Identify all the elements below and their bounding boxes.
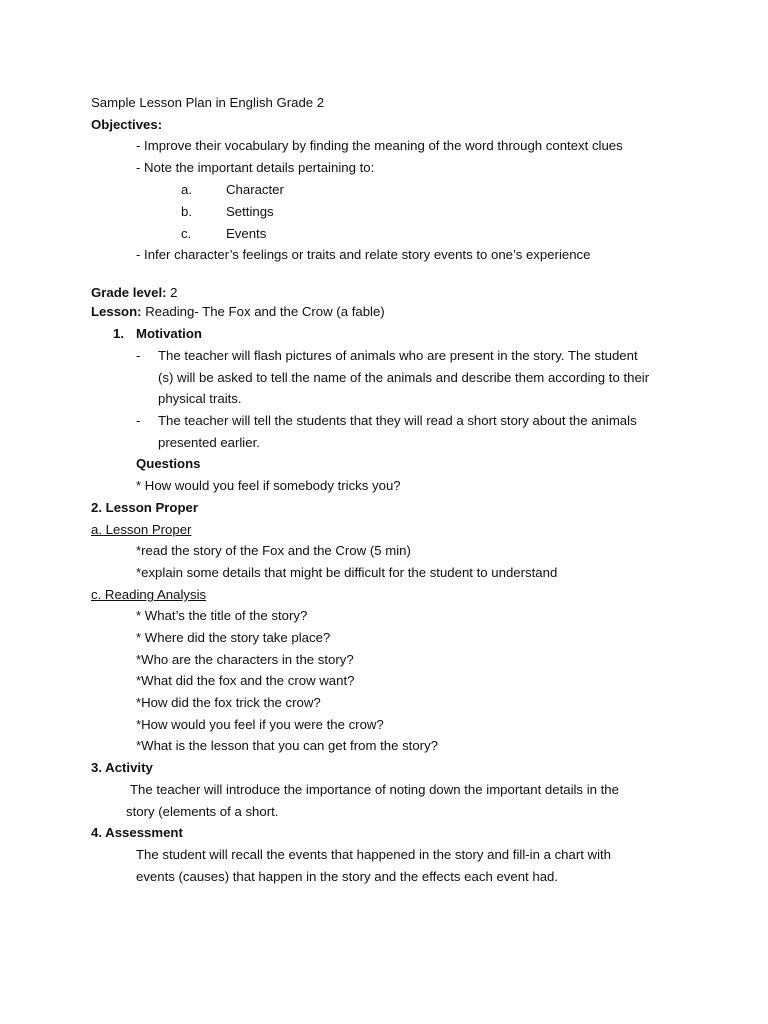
lesson-line bbox=[91, 304, 385, 320]
grade-level bbox=[91, 285, 178, 301]
objective-sub-settings: Settings bbox=[226, 204, 274, 219]
lesson-proper-item-2: *explain some details that might be difficult for the student to understand bbox=[136, 565, 558, 580]
objective-item-1: - Improve their vocabulary by finding the meaning of the word through context clues bbox=[136, 138, 623, 153]
activity-line-2: story (elements of a short. bbox=[126, 804, 279, 819]
motivation-bullet-2-dash: - bbox=[136, 413, 141, 428]
lesson-proper-heading: 2. Lesson Proper bbox=[91, 500, 199, 515]
motivation-bullet-2-line-2: presented earlier. bbox=[158, 435, 260, 450]
motivation-question: * How would you feel if somebody tricks you? bbox=[136, 478, 401, 493]
reading-analysis-heading: c. Reading Analysis bbox=[91, 587, 207, 602]
motivation-heading: Motivation bbox=[136, 326, 202, 341]
assessment-line-1: The student will recall the events that happened in the story and fill-in a chart with bbox=[136, 847, 612, 862]
motivation-bullet-1-line-3: physical traits. bbox=[158, 391, 242, 406]
reading-analysis-question-4: *What did the fox and the crow want? bbox=[136, 673, 355, 688]
objective-sub-marker-b: b. bbox=[181, 204, 192, 219]
motivation-bullet-1-dash: - bbox=[136, 348, 141, 363]
motivation-bullet-1-line-1: The teacher will flash pictures of animals who are present in the story. The student bbox=[158, 348, 638, 363]
grade-level-value: 2 bbox=[166, 285, 178, 300]
objective-sub-events: Events bbox=[226, 226, 267, 241]
questions-heading: Questions bbox=[136, 456, 201, 471]
objective-sub-character: Character bbox=[226, 182, 284, 197]
motivation-bullet-1-line-2: (s) will be asked to tell the name of the animals and describe them according to their bbox=[158, 370, 650, 385]
motivation-number: 1. bbox=[113, 326, 124, 341]
lesson-label: Lesson: bbox=[91, 304, 142, 319]
lesson-proper-subheading: a. Lesson Proper bbox=[91, 522, 192, 537]
assessment-line-2: events (causes) that happen in the story and the effects each event had. bbox=[136, 869, 559, 884]
objectives-heading: Objectives: bbox=[91, 117, 163, 132]
reading-analysis-question-3: *Who are the characters in the story? bbox=[136, 652, 354, 667]
reading-analysis-question-2: * Where did the story take place? bbox=[136, 630, 331, 645]
reading-analysis-question-5: *How did the fox trick the crow? bbox=[136, 695, 321, 710]
document-title: Sample Lesson Plan in English Grade 2 bbox=[91, 95, 325, 110]
objective-sub-marker-c: c. bbox=[181, 226, 192, 241]
reading-analysis-question-6: *How would you feel if you were the crow? bbox=[136, 717, 384, 732]
assessment-heading: 4. Assessment bbox=[91, 825, 183, 840]
lesson-proper-item-1: *read the story of the Fox and the Crow (5 min) bbox=[136, 543, 411, 558]
activity-line-1: The teacher will introduce the importance of noting down the important details in the bbox=[130, 782, 619, 797]
objective-item-2: - Note the important details pertaining to: bbox=[136, 160, 375, 175]
objective-sub-marker-a: a. bbox=[181, 182, 192, 197]
reading-analysis-question-1: * What’s the title of the story? bbox=[136, 608, 308, 623]
activity-heading: 3. Activity bbox=[91, 760, 153, 775]
reading-analysis-question-7: *What is the lesson that you can get from the story? bbox=[136, 738, 438, 753]
motivation-bullet-2-line-1: The teacher will tell the students that they will read a short story about the animals bbox=[158, 413, 637, 428]
lesson-value: Reading- The Fox and the Crow (a fable) bbox=[141, 304, 385, 319]
grade-level-label: Grade level: bbox=[91, 285, 167, 300]
objective-item-3: - Infer character’s feelings or traits and relate story events to one’s experience bbox=[136, 247, 591, 262]
